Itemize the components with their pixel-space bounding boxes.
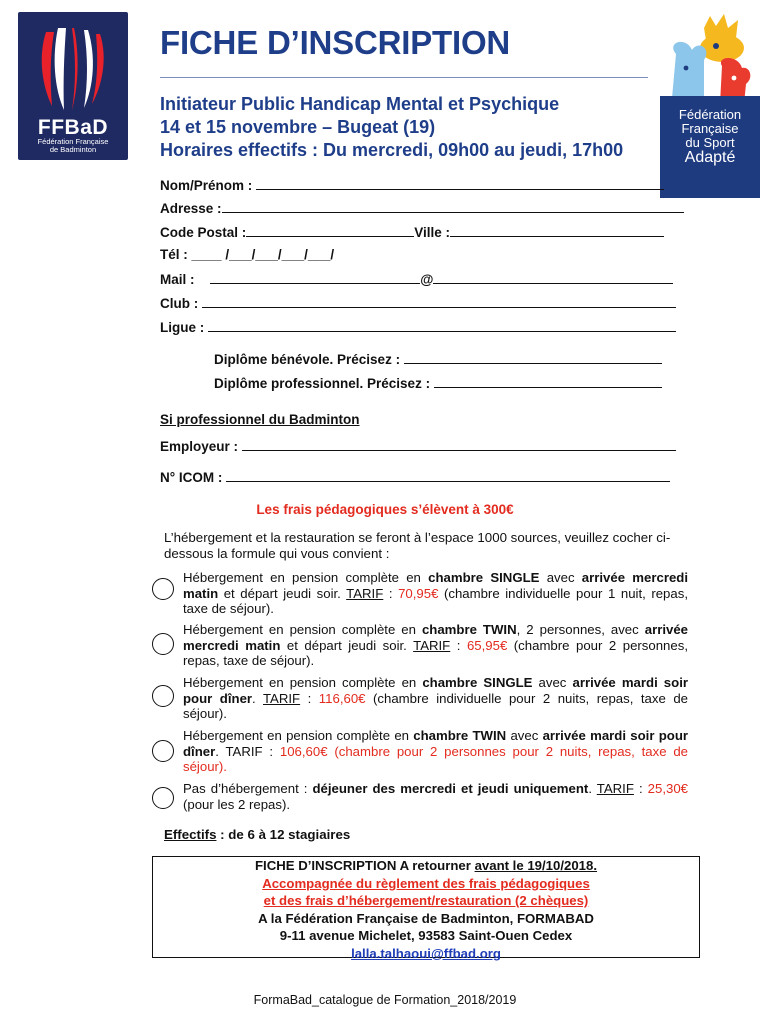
- field-mail-at: @: [420, 272, 434, 287]
- field-adresse-label: Adresse :: [160, 201, 222, 216]
- field-icom-line[interactable]: [226, 469, 670, 482]
- field-diplome-benevole-line[interactable]: [404, 351, 662, 364]
- fees-notice: Les frais pédagogiques s’élèvent à 300€: [256, 502, 514, 517]
- field-diplome-pro: [214, 375, 662, 391]
- field-nom-label: Nom/Prénom :: [160, 178, 253, 193]
- field-adresse: [160, 200, 684, 216]
- return-line3: et des frais d’hébergement/restauration (2 chèques): [263, 893, 589, 908]
- option-single-wed-radio[interactable]: [152, 578, 174, 600]
- shuttlecock-feathers-icon: [36, 26, 110, 112]
- field-diplome-benevole-label: Diplôme bénévole. Précisez :: [214, 352, 401, 367]
- return-line1: FICHE D’INSCRIPTION A retourner avant le 19/10/2018.: [254, 858, 598, 873]
- option-twin-wed: Hébergement en pension complète en chambre TWIN, 2 personnes, avec arrivée mercredi matin et départ jeudi soir. TARIF : 65,95€ (chambre pour 2 personnes, repas, taxe de séjour).: [183, 622, 688, 668]
- option-twin-tue-radio[interactable]: [152, 740, 174, 762]
- contact-email-link[interactable]: lalla.talhaoui@ffbad.org: [351, 945, 501, 961]
- ffbad-logo-subtitle: [18, 138, 128, 154]
- ffbad-logo-name: FFBaD: [37, 116, 109, 139]
- option-single-tue-radio[interactable]: [152, 685, 174, 707]
- field-diplome-pro-label: Diplôme professionnel. Précisez :: [214, 376, 431, 391]
- course-hours: Horaires effectifs : Du mercredi, 09h00 au jeudi, 17h00: [160, 140, 624, 160]
- field-ville-line[interactable]: [450, 224, 664, 237]
- return-line2: Accompagnée du règlement des frais pédagogiques: [262, 875, 590, 891]
- field-club-line[interactable]: [202, 295, 676, 308]
- field-ligue: [160, 319, 676, 335]
- effectifs-value: : de 6 à 12 stagiaires: [216, 827, 351, 842]
- field-mail-user-line[interactable]: [210, 271, 420, 284]
- option-single-tue: Hébergement en pension complète en chambre SINGLE avec arrivée mardi soir pour dîner. TARIF : 116,60€ (chambre individuelle pour 2 nuits, repas, taxe de séjour).: [183, 675, 688, 721]
- field-tel: [160, 247, 334, 262]
- ffbad-subtitle-line1: Fédération Française: [37, 137, 109, 146]
- field-club: [160, 295, 676, 311]
- course-dates: 14 et 15 novembre – Bugeat (19): [160, 117, 436, 137]
- lodging-intro: L’hébergement et la restauration se feront à l’espace 1000 sources, veuillez cocher ci-dessous la formule qui vous convient :: [164, 530, 671, 561]
- option-single-wed: Hébergement en pension complète en chambre SINGLE avec arrivée mercredi matin et départ jeudi soir. TARIF : 70,95€ (chambre individuelle pour 1 nuit, repas, taxe de séjour).: [183, 570, 689, 616]
- ffsa-logo-line4: Adapté: [684, 149, 736, 166]
- return-instructions-box: [152, 856, 700, 961]
- field-code-postal-label: Code Postal :: [160, 225, 247, 240]
- option-twin-wed-radio[interactable]: [152, 633, 174, 655]
- page-footer: FormaBad_catalogue de Formation_2018/2019: [253, 993, 517, 1007]
- field-adresse-line[interactable]: [222, 200, 684, 213]
- field-icom: [160, 469, 670, 485]
- field-employeur-label: Employeur :: [160, 439, 239, 454]
- page-title: FICHE D’INSCRIPTION: [160, 24, 511, 61]
- effectifs: [164, 827, 350, 842]
- field-ligue-label: Ligue :: [160, 320, 205, 335]
- field-ville-label: Ville :: [414, 225, 451, 240]
- field-employeur-line[interactable]: [242, 438, 676, 451]
- field-diplome-pro-line[interactable]: [434, 375, 662, 388]
- field-nom-line[interactable]: [256, 177, 664, 190]
- pro-section-title: Si professionnel du Badminton: [160, 412, 360, 427]
- title-divider: [160, 77, 648, 78]
- field-diplome-benevole: [214, 351, 662, 367]
- field-club-label: Club :: [160, 296, 199, 311]
- ffsa-logo-line3: du Sport: [685, 135, 735, 150]
- ffsa-logo: [646, 14, 760, 180]
- field-ligue-line[interactable]: [208, 319, 676, 332]
- field-icom-label: N° ICOM :: [160, 470, 223, 485]
- field-mail: [160, 271, 673, 287]
- ffbad-logo: [18, 12, 128, 160]
- option-no-lodging-radio[interactable]: [152, 787, 174, 809]
- field-code-postal: [160, 224, 664, 240]
- return-line4: A la Fédération Française de Badminton, FORMABAD: [258, 910, 594, 926]
- ffbad-subtitle-line2: de Badminton: [49, 145, 97, 154]
- course-title: Initiateur Public Handicap Mental et Psychique: [160, 94, 560, 114]
- field-tel-blanks[interactable]: ____ /___/___/___/___/: [191, 247, 335, 262]
- ffsa-logo-line1: Fédération: [678, 107, 742, 122]
- option-no-lodging: Pas d’hébergement : déjeuner des mercredi et jeudi uniquement. TARIF : 25,30€ (pour les 2 repas).: [183, 781, 688, 812]
- field-employeur: [160, 438, 676, 454]
- effectifs-label: Effectifs: [164, 827, 217, 842]
- option-twin-tue: Hébergement en pension complète en chambre TWIN avec arrivée mardi soir pour dîner. TARIF : 106,60€ (chambre pour 2 personnes pour 2 nuits, repas, taxe de séjour).: [183, 728, 689, 774]
- field-nom: [160, 177, 664, 193]
- ffsa-logo-line2: Française: [681, 121, 739, 136]
- field-tel-label: Tél :: [160, 247, 188, 262]
- field-mail-domain-line[interactable]: [433, 271, 673, 284]
- return-line5: 9-11 avenue Michelet, 93583 Saint-Ouen Cedex: [279, 928, 573, 943]
- field-code-postal-line[interactable]: [246, 224, 414, 237]
- field-mail-label: Mail :: [160, 272, 195, 287]
